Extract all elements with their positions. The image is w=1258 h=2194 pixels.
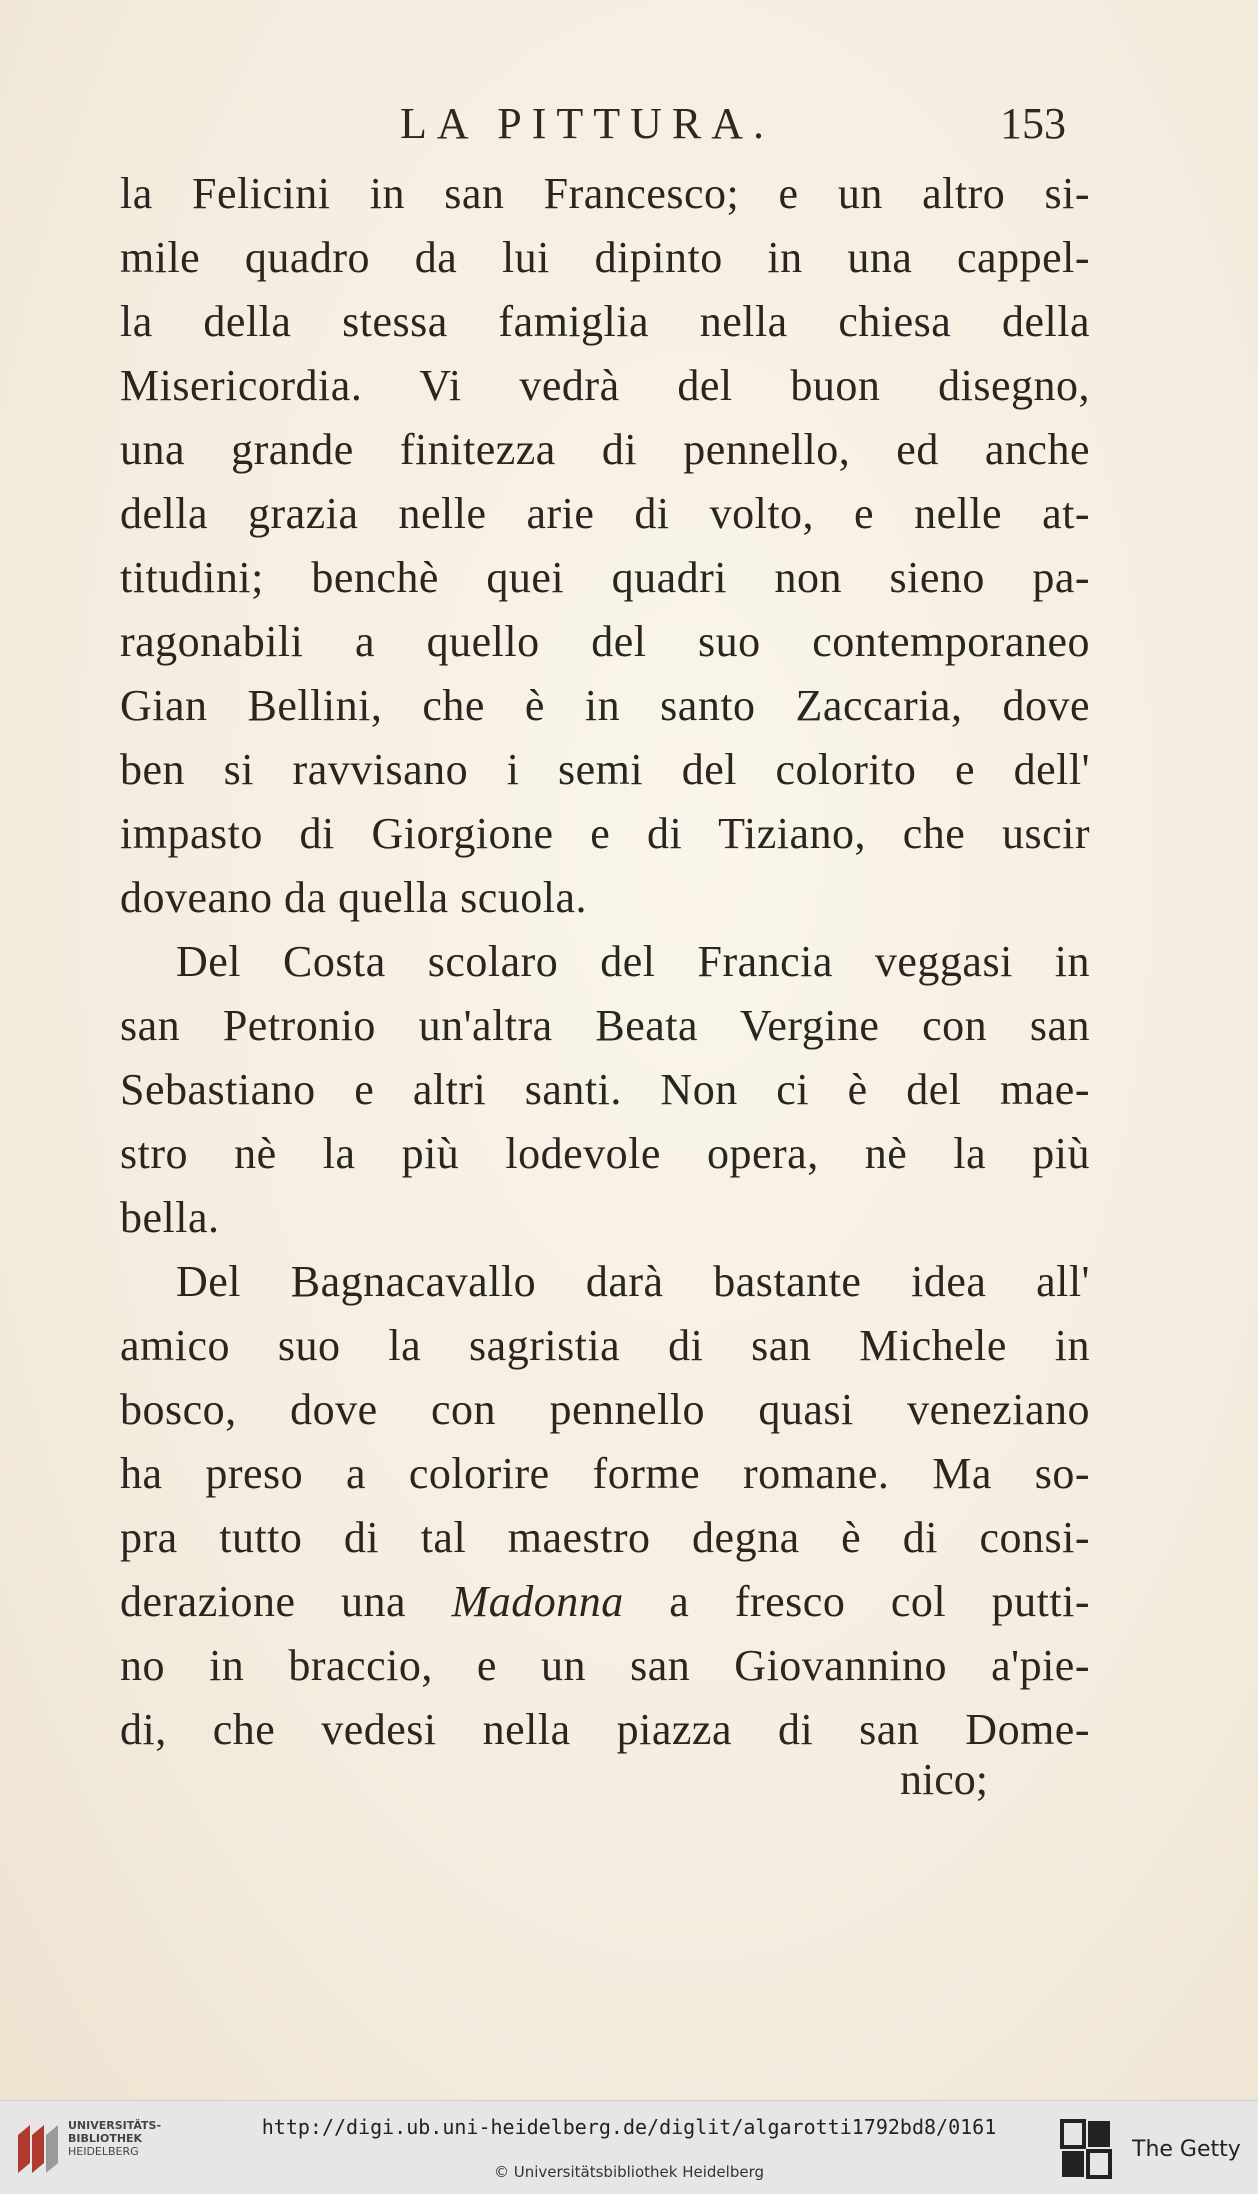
text-line: Gian Bellini, che è in santo Zaccaria, dove — [120, 681, 1090, 730]
library-name-line: HEIDELBERG — [68, 2145, 139, 2158]
text-line: titudini; benchè quei quadri non sieno pa- — [120, 553, 1090, 602]
library-name-line: BIBLIOTHEK — [68, 2132, 143, 2145]
text-line: mile quadro da lui dipinto in una cappel- — [120, 233, 1090, 282]
getty-logo-icon — [1060, 2119, 1112, 2179]
text-line: della grazia nelle arie di volto, e nelle at- — [120, 489, 1090, 538]
text-line: amico suo la sagristia di san Michele in — [120, 1321, 1090, 1370]
text-line: ragonabili a quello del suo contemporaneo — [120, 617, 1090, 666]
partner-name: The Getty — [1132, 2137, 1241, 2162]
text-line: la Felicini in san Francesco; e un altro si- — [120, 169, 1090, 218]
body-text — [120, 162, 1090, 1762]
library-name-line: UNIVERSITÄTS- — [68, 2119, 162, 2132]
running-head: LA PITTURA. — [400, 99, 774, 148]
text-line: di, che vedesi nella piazza di san Dome- — [120, 1705, 1090, 1754]
text-line: Sebastiano e altri santi. Non ci è del mae- — [120, 1065, 1090, 1114]
text-line: impasto di Giorgione e di Tiziano, che uscir — [120, 809, 1090, 858]
text-line: bosco, dove con pennello quasi veneziano — [120, 1385, 1090, 1434]
text-line: la della stessa famiglia nella chiesa della — [120, 297, 1090, 346]
text-line: pra tutto di tal maestro degna è di consi- — [120, 1513, 1090, 1562]
text-line: no in braccio, e un san Giovannino a'pie- — [120, 1641, 1090, 1690]
text-line: Misericordia. Vi vedrà del buon disegno, — [120, 361, 1090, 410]
catchword: nico; — [900, 1755, 988, 1804]
text-line: doveano da quella scuola. — [120, 873, 588, 922]
italic-word: Madonna — [451, 1577, 624, 1626]
text-line: una grande finitezza di pennello, ed anche — [120, 425, 1090, 474]
page-number: 153 — [1000, 99, 1066, 148]
text-line: derazione una Madonna a fresco col putti- — [120, 1577, 1090, 1626]
text-line: Del Costa scolaro del Francia veggasi in — [176, 937, 1090, 986]
text-line: stro nè la più lodevole opera, nè la più — [120, 1129, 1090, 1178]
text-line: ha preso a colorire forme romane. Ma so- — [120, 1449, 1090, 1498]
copyright-notice: © Universitätsbibliothek Heidelberg — [493, 2163, 764, 2181]
text-line: ben si ravvisano i semi del colorito e dell' — [120, 745, 1090, 794]
permalink-url[interactable]: http://digi.ub.uni-heidelberg.de/diglit/algarotti1792bd8/0161 — [261, 2115, 997, 2139]
text-line: san Petronio un'altra Beata Vergine con san — [120, 1001, 1090, 1050]
footer-bar — [0, 2100, 1258, 2194]
text-line: Del Bagnacavallo darà bastante idea all' — [176, 1257, 1090, 1306]
text-line: bella. — [120, 1193, 220, 1242]
